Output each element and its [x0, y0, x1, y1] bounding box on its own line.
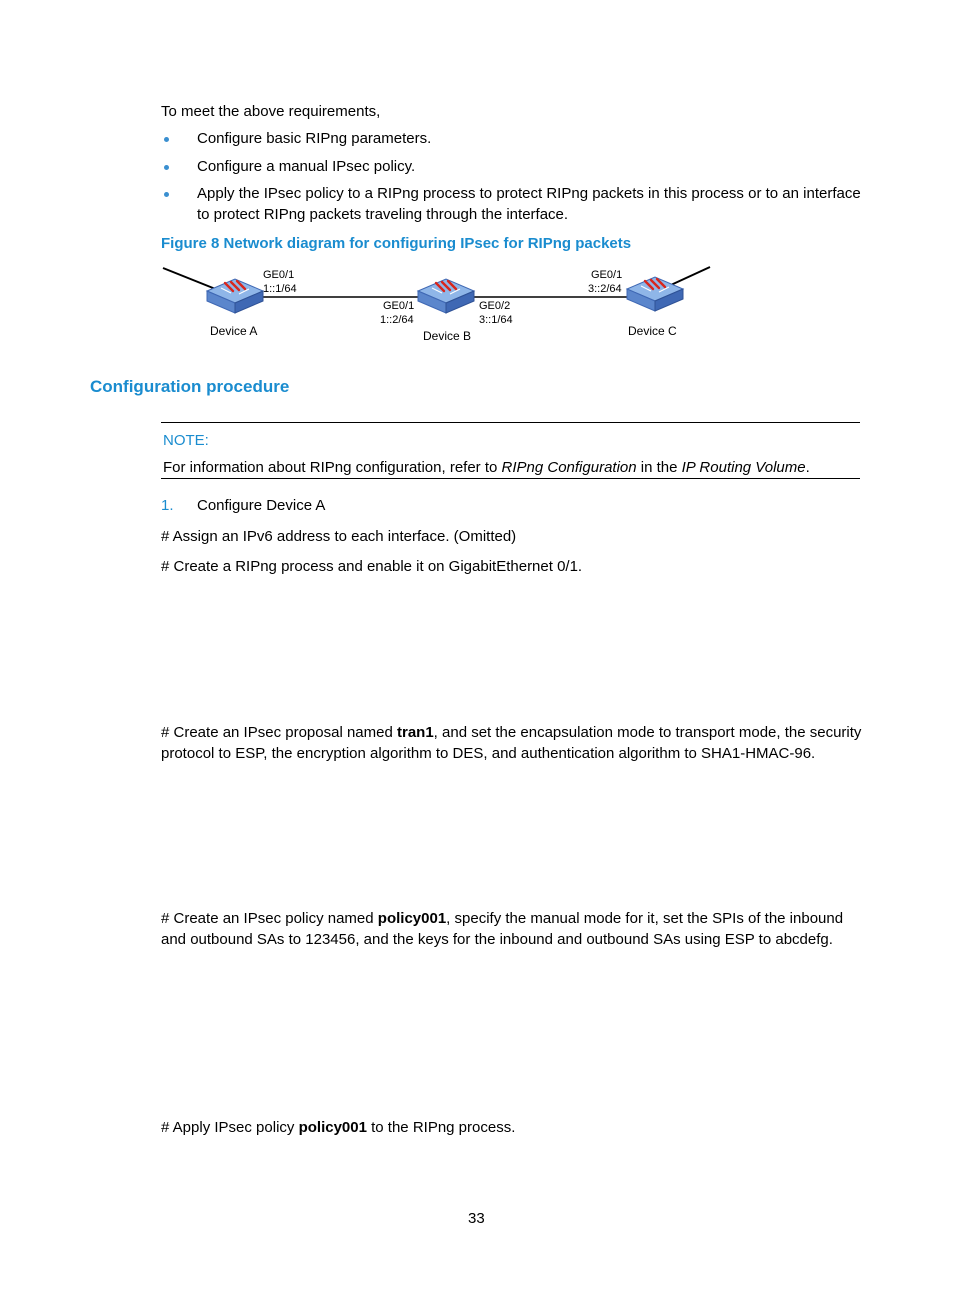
note-ref-ripng-configuration: RIPng Configuration	[501, 459, 637, 476]
note-top-rule	[161, 422, 860, 423]
para-ipsec-proposal-post: , and set the encapsulation mode to transport mode, the security	[433, 724, 862, 741]
para-ipsec-policy-line1	[161, 908, 843, 929]
policy-name: policy001	[377, 910, 447, 927]
bullet-marker	[164, 192, 169, 197]
para-ipsec-policy-post: , specify the manual mode for it, set the SPIs of the inbound	[446, 910, 844, 927]
port-a-interface: GE0/1	[263, 269, 295, 281]
para-ipsec-proposal-pre: # Create an IPsec proposal named	[161, 724, 397, 741]
port-c-address: 3::2/64	[588, 283, 622, 295]
port-b2-address: 3::1/64	[479, 314, 513, 326]
link-a-upstream	[163, 268, 218, 290]
note-ref-ip-routing-volume: IP Routing Volume	[681, 459, 806, 476]
list-item: Apply the IPsec policy to a RIPng process to protect RIPng packets in this process or to an interface	[197, 185, 861, 202]
step-number: 1.	[161, 497, 174, 514]
port-b2-interface: GE0/2	[479, 300, 511, 312]
section-heading: Configuration procedure	[90, 377, 290, 396]
para-ipsec-proposal-line2: protocol to ESP, the encryption algorithm to DES, and authentication algorithm to SHA1-HMAC-96.	[161, 745, 816, 762]
note-text-post: .	[805, 459, 810, 476]
applied-policy-name: policy001	[298, 1119, 367, 1136]
device-b-label: Device B	[423, 329, 472, 343]
device-a-icon	[207, 279, 263, 313]
para-apply-policy-post: to the RIPng process.	[366, 1119, 516, 1136]
para-create-ripng: # Create a RIPng process and enable it on GigabitEthernet 0/1.	[161, 558, 583, 575]
para-ipsec-policy-pre: # Create an IPsec policy named	[161, 910, 378, 927]
intro-text: To meet the above requirements,	[161, 103, 381, 120]
port-c-interface: GE0/1	[591, 269, 623, 281]
note-bottom-rule	[161, 478, 860, 479]
device-b-icon	[418, 279, 474, 313]
bullet-marker	[164, 137, 169, 142]
para-apply-policy-pre: # Apply IPsec policy	[161, 1119, 299, 1136]
port-b1-address: 1::2/64	[380, 314, 414, 326]
bullet-marker	[164, 165, 169, 170]
list-item-continuation: to protect RIPng packets traveling through the interface.	[197, 206, 569, 223]
device-c-icon	[627, 277, 683, 311]
port-b1-interface: GE0/1	[383, 300, 415, 312]
para-assign-ipv6: # Assign an IPv6 address to each interface. (Omitted)	[161, 528, 517, 545]
list-item: Configure basic RIPng parameters.	[197, 130, 432, 147]
step-text: Configure Device A	[197, 497, 326, 514]
list-item: Configure a manual IPsec policy.	[197, 158, 416, 175]
note-text-pre: For information about RIPng configuration, refer to	[163, 459, 502, 476]
note-text-mid: in the	[636, 459, 682, 476]
para-ipsec-proposal-line1	[161, 722, 861, 743]
device-c-label: Device C	[628, 324, 677, 338]
proposal-name: tran1	[396, 724, 434, 741]
device-a-label: Device A	[210, 324, 258, 338]
note-label: NOTE:	[163, 432, 209, 449]
para-ipsec-policy-line2: and outbound SAs to 123456, and the keys for the inbound and outbound SAs using ESP to abcdefg.	[161, 931, 833, 948]
note-text	[163, 457, 810, 478]
para-apply-policy	[161, 1117, 515, 1138]
figure-caption: Figure 8 Network diagram for configuring IPsec for RIPng packets	[161, 235, 632, 252]
port-a-address: 1::1/64	[263, 283, 297, 295]
page-number: 33	[468, 1210, 485, 1227]
